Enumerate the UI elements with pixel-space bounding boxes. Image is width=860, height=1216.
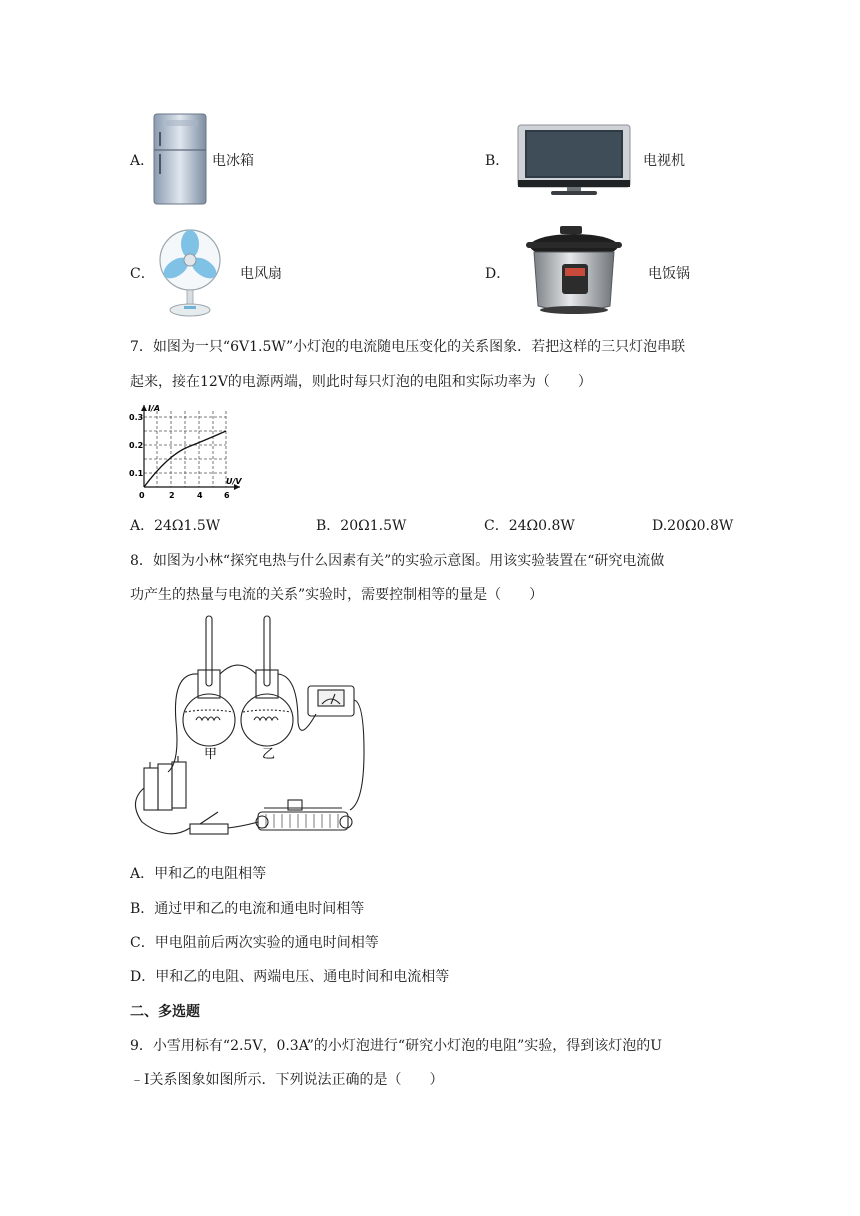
question-7-text-line1: 7．如图为一只“6V1.5W”小灯泡的电流随电压变化的关系图象．若把这样的三只灯泡串联 xyxy=(130,339,686,355)
question-9-text-line2: ﹣I关系图象如图所示．下列说法正确的是（ ） xyxy=(130,1072,444,1088)
option-label: 电风扇 xyxy=(240,266,282,282)
x-tick-label: 4 xyxy=(197,491,203,500)
option-label: 电视机 xyxy=(643,153,685,169)
question-7-text-line2: 起来，接在12V的电源两端，则此时每只灯泡的电阻和实际功率为（ ） xyxy=(130,374,592,390)
current-voltage-graph xyxy=(128,403,250,501)
option-label: 电饭锅 xyxy=(648,266,690,282)
question-8-option-c: C．甲电阻前后两次实验的通电时间相等 xyxy=(130,935,379,951)
y-tick-label: 0.2 xyxy=(129,441,144,450)
label-yi: 乙 xyxy=(262,747,276,762)
option-letter: D． xyxy=(485,266,511,282)
refrigerator-image xyxy=(152,112,208,206)
x-tick-label: 6 xyxy=(224,491,230,500)
question-8-text-line2: 功产生的热量与电流的关系”实验时，需要控制相等的量是（ ） xyxy=(130,587,544,603)
option-letter: B． xyxy=(485,153,510,169)
section-title: 二、多选题 xyxy=(130,1004,200,1020)
option-label: 电冰箱 xyxy=(212,153,254,169)
electric-fan-image xyxy=(152,226,228,318)
x-tick-label: 0 xyxy=(139,491,145,500)
y-tick-label: 0.1 xyxy=(129,469,144,478)
electric-heating-experiment-diagram xyxy=(128,612,376,846)
x-axis-label: U/V xyxy=(226,477,242,486)
question-7-option-b: B．20Ω1.5W xyxy=(316,518,407,534)
y-axis-label: I/A xyxy=(148,404,161,413)
question-8-option-d: D．甲和乙的电阻、两端电压、通电时间和电流相等 xyxy=(130,969,450,985)
x-tick-label: 2 xyxy=(169,491,175,500)
y-tick-label: 0.3 xyxy=(129,413,144,422)
question-8-text-line1: 8．如图为小林“探究电热与什么因素有关”的实验示意图。用该实验装置在“研究电流做 xyxy=(130,553,665,569)
television-image xyxy=(517,124,631,196)
rice-cooker-image xyxy=(524,224,624,316)
question-9-text-line1: 9．小雪用标有“2.5V，0.3A”的小灯泡进行“研究小灯泡的电阻”实验，得到该灯泡的U xyxy=(130,1038,663,1054)
question-7-option-d: D.20Ω0.8W xyxy=(652,518,734,534)
label-jia: 甲 xyxy=(204,747,218,762)
question-7-option-a: A．24Ω1.5W xyxy=(130,518,221,534)
option-letter: A． xyxy=(130,153,155,169)
question-7-option-c: C．24Ω0.8W xyxy=(484,518,575,534)
question-8-option-b: B．通过甲和乙的电流和通电时间相等 xyxy=(130,901,365,917)
option-letter: C． xyxy=(130,266,155,282)
question-8-option-a: A．甲和乙的电阻相等 xyxy=(130,866,267,882)
